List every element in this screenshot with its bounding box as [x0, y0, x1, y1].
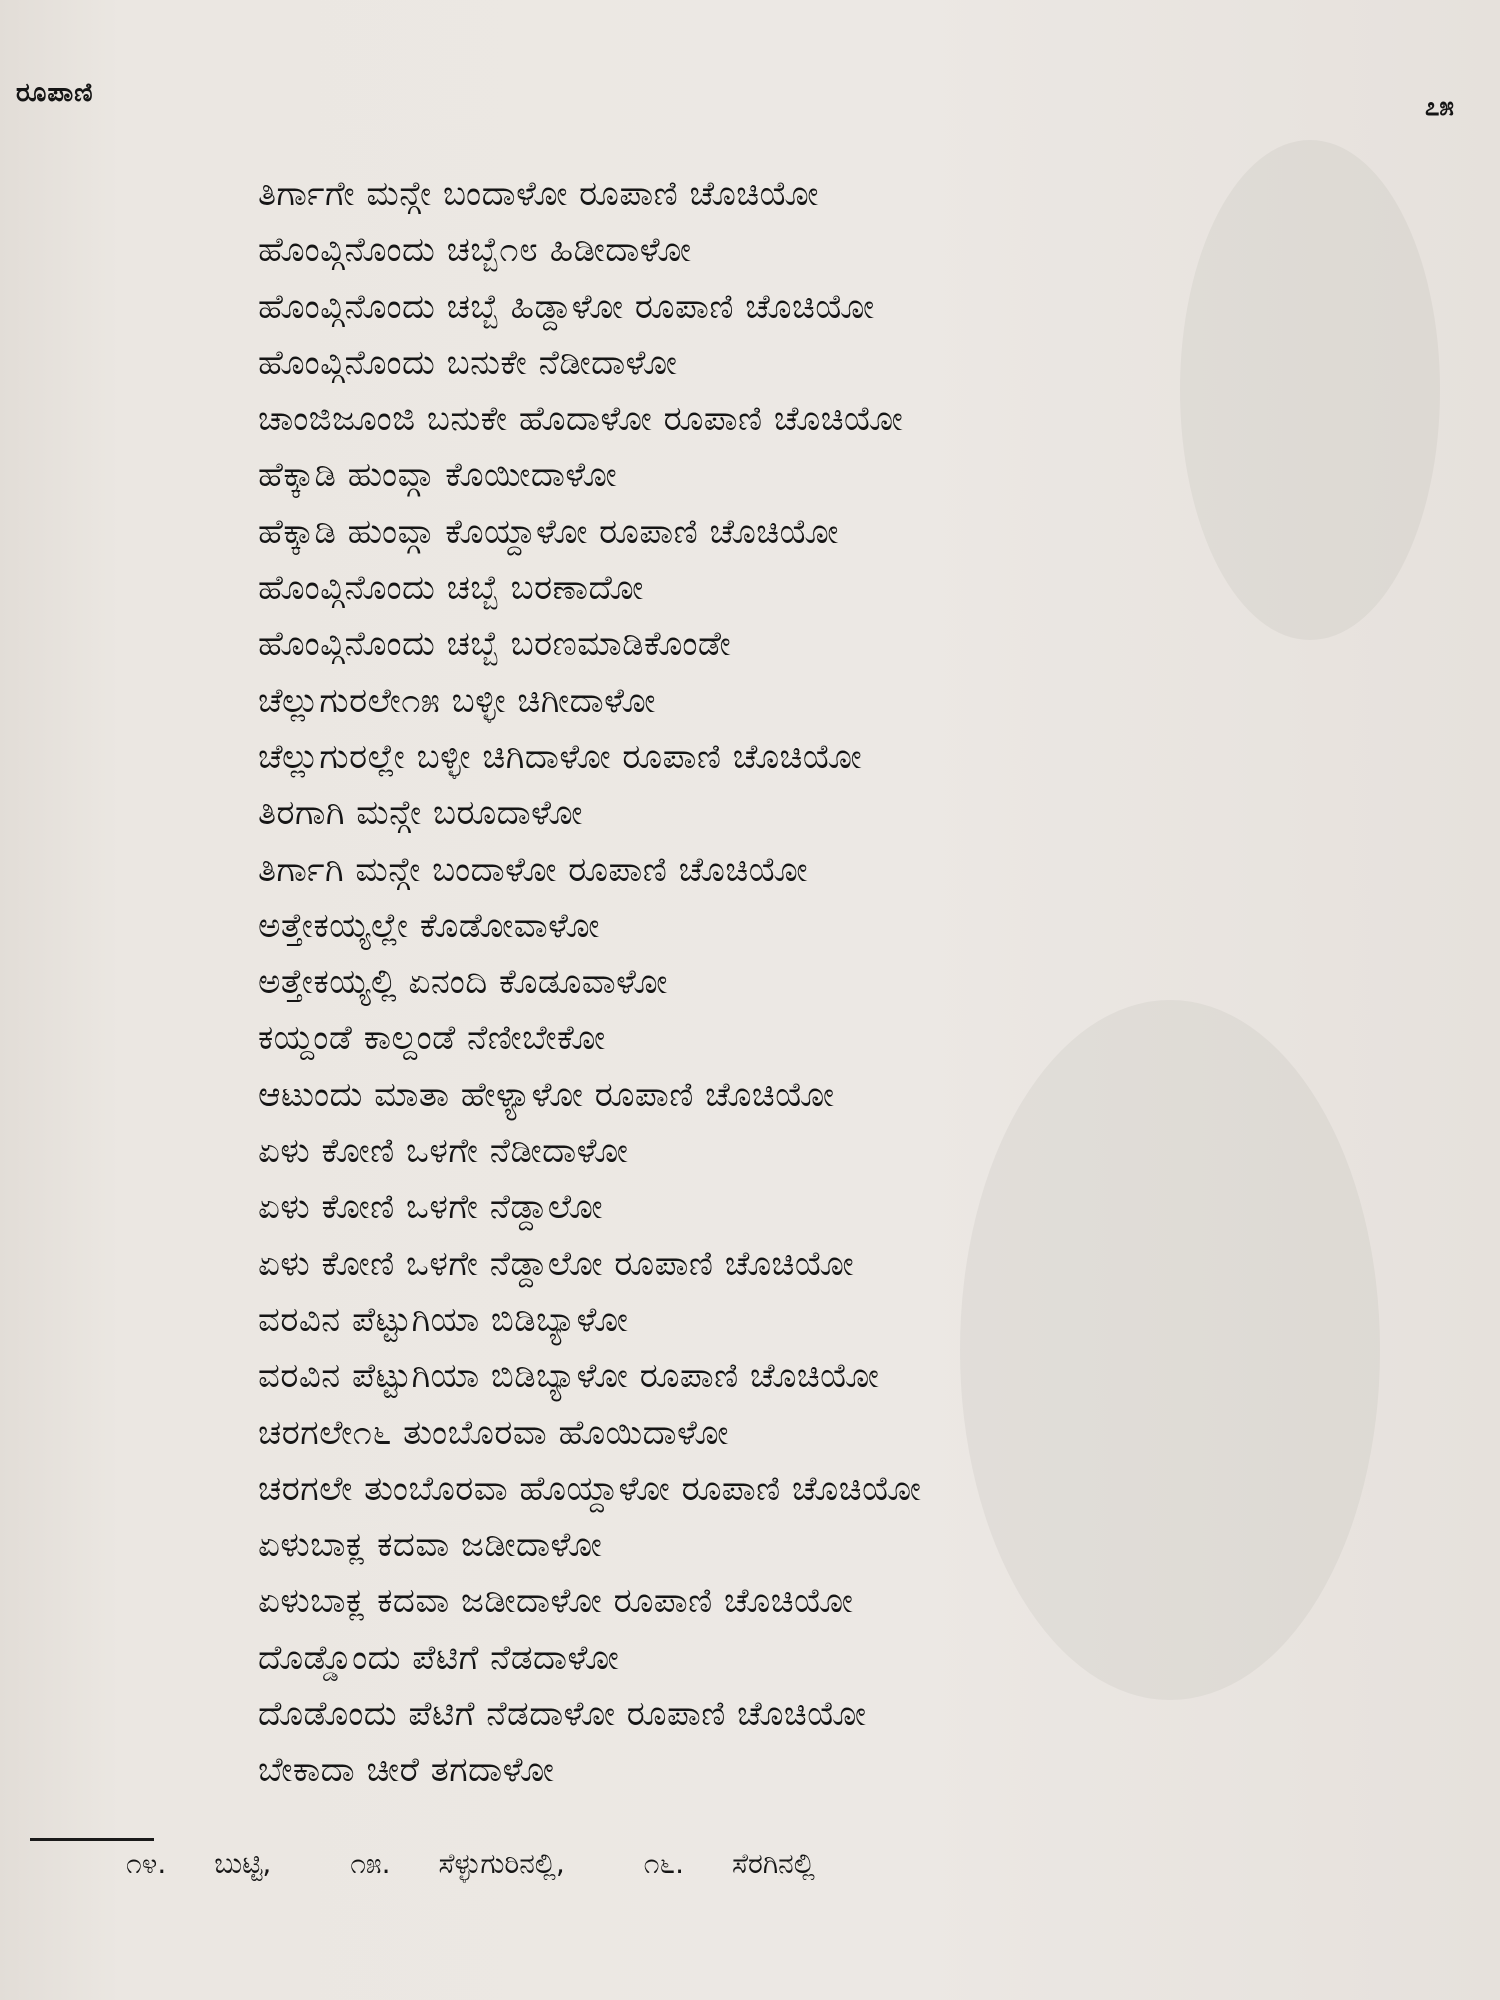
verse-line: ತಿರ್ಗಾಗೇ ಮನ್ಗೇ ಬಂದಾಳೋ ರೂಪಾಣಿ ಚೊಚಿಯೋ [258, 174, 819, 214]
footnote-16 [644, 1842, 815, 1886]
footnote-number: ೧೪. [126, 1847, 167, 1880]
verse-line: ಅತ್ತೇಕಯ್ಯಲ್ಲಿ ಏನಂದಿ ಕೊಡೂವಾಳೋ [258, 962, 668, 1003]
footnote-14 [126, 1842, 271, 1886]
footnote-text: ಸೆರಗಿನಲ್ಲಿ [732, 1847, 815, 1880]
verse-line: ಆಟುಂದು ಮಾತಾ ಹೇಳ್ಯಾಳೋ ರೂಪಾಣಿ ಚೊಚಿಯೋ [258, 1074, 835, 1115]
verse-line: ಬೇಕಾದಾ ಚೀರೆ ತಗದಾಳೋ [258, 1750, 555, 1791]
verse-line: ತಿರ್ಗಾಗಿ ಮನ್ಗೇ ಬಂದಾಳೋ ರೂಪಾಣಿ ಚೊಚಿಯೋ [258, 849, 808, 890]
footnote-15 [350, 1842, 565, 1886]
verse-line: ಹೊಂವ್ಗಿನೊಂದು ಚಬ್ಬೆ ಹಿಡ್ದಾಳೋ ರೂಪಾಣಿ ಚೊಚಿಯೋ [258, 286, 875, 327]
verse-line: ಕಯ್ದಂಡೆ ಕಾಲ್ದಂಡೆ ನೆಣೀಬೇಕೋ [258, 1018, 606, 1059]
verse-line: ಹೊಂವ್ಗಿನೊಂದು ಚಬ್ಬೆ ಬರಣಮಾಡಿಕೊಂಡೇ [258, 624, 732, 665]
footnote-divider [30, 1838, 154, 1841]
footnote-text: ಬುಟ್ಟಿ, [214, 1847, 272, 1880]
verse-line: ದೊಡೊಂದು ಪೆಟಿಗೆ ನೆಡದಾಳೋ ರೂಪಾಣಿ ಚೊಚಿಯೋ [258, 1694, 867, 1735]
verse-line: ಏಳುಬಾಕ್ಲ ಕದವಾ ಜಡೀದಾಳೋ ರೂಪಾಣಿ ಚೊಚಿಯೋ [258, 1581, 854, 1622]
verse-line: ಹೆಕ್ಕಾಡಿ ಹುಂವ್ಗಾ ಕೊಯೀದಾಳೋ [258, 455, 618, 496]
footnote-number: ೧೫. [350, 1847, 391, 1880]
running-header-title: ರೂಪಾಣಿ [16, 78, 94, 108]
verse-line: ವರವಿನ ಪೆಟ್ಟುಗಿಯಾ ಬಿಡಿಬ್ಯಾಳೋ ರೂಪಾಣಿ ಚೊಚಿಯೋ [258, 1356, 880, 1397]
verse-line: ಏಳು ಕೋಣಿ ಒಳಗೇ ನೆಡ್ದಾಲೋ [258, 1187, 604, 1228]
verse-line: ಹೊಂವ್ಗಿನೊಂದು ಚಬ್ಬೆ ಬರಣಾದೋ [258, 568, 644, 609]
verse-line: ಹೊಂವ್ಗಿನೊಂದು ಚಬ್ಬೆ೧೮ ಹಿಡೀದಾಳೋ [258, 230, 692, 271]
verse-line: ವರವಿನ ಪೆಟ್ಟುಗಿಯಾ ಬಿಡಿಬ್ಯಾಳೋ [258, 1299, 629, 1340]
verse-line: ಏಳು ಕೋಣಿ ಒಳಗೇ ನೆಡೀದಾಳೋ [258, 1131, 629, 1172]
verse-line: ಚರಗಲೇ ತುಂಬೊರವಾ ಹೊಯ್ದಾಳೋ ರೂಪಾಣಿ ಚೊಚಿಯೋ [258, 1468, 922, 1509]
verse-line: ಚೆಲ್ಲುಗುರಲೇ೧೫ ಬಳ್ಳೀ ಚಿಗೀದಾಳೋ [258, 680, 656, 721]
verse-line: ಹೆಕ್ಕಾಡಿ ಹುಂವ್ಗಾ ಕೊಯ್ದಾಳೋ ರೂಪಾಣಿ ಚೊಚಿಯೋ [258, 511, 839, 552]
verse-line: ತಿರಗಾಗಿ ಮನ್ಗೇ ಬರೂದಾಳೋ [258, 793, 583, 834]
verse-line: ಹೊಂವ್ಗಿನೊಂದು ಬನುಕೇ ನೆಡೀದಾಳೋ [258, 342, 678, 383]
verse-line: ಅತ್ತೇಕಯ್ಯಲ್ಲೇ ಕೊಡೋವಾಳೋ [258, 905, 600, 946]
footnote-text: ಸೆಳ್ಳುಗುರಿನಲ್ಲಿ, [438, 1847, 565, 1880]
verse-line: ಚಾಂಜಿಜೂಂಜಿ ಬನುಕೇ ಹೊದಾಳೋ ರೂಪಾಣಿ ಚೊಚಿಯೋ [258, 399, 904, 440]
footnote-number: ೧೬. [643, 1847, 685, 1880]
footnotes [126, 1842, 885, 1886]
verse-line: ದೊಡ್ಡೊಂದು ಪೆಟಿಗೆ ನೆಡದಾಳೋ [258, 1637, 620, 1678]
verse-line: ಚರಗಲೇ೧೬ ತುಂಬೊರವಾ ಹೊಯಿದಾಳೋ [258, 1412, 729, 1453]
page-number: ೭೫ [1424, 92, 1454, 122]
verse-line: ಚೆಲ್ಲುಗುರಲ್ಲೇ ಬಳ್ಳೀ ಚಿಗಿದಾಳೋ ರೂಪಾಣಿ ಚೊಚಿಯೋ [258, 736, 863, 777]
verse-line: ಏಳುಬಾಕ್ಲ ಕದವಾ ಜಡೀದಾಳೋ [258, 1525, 603, 1566]
verse-line: ಏಳು ಕೋಣಿ ಒಳಗೇ ನೆಡ್ದಾಲೋ ರೂಪಾಣಿ ಚೊಚಿಯೋ [258, 1243, 855, 1284]
verse-block [258, 166, 1398, 1799]
